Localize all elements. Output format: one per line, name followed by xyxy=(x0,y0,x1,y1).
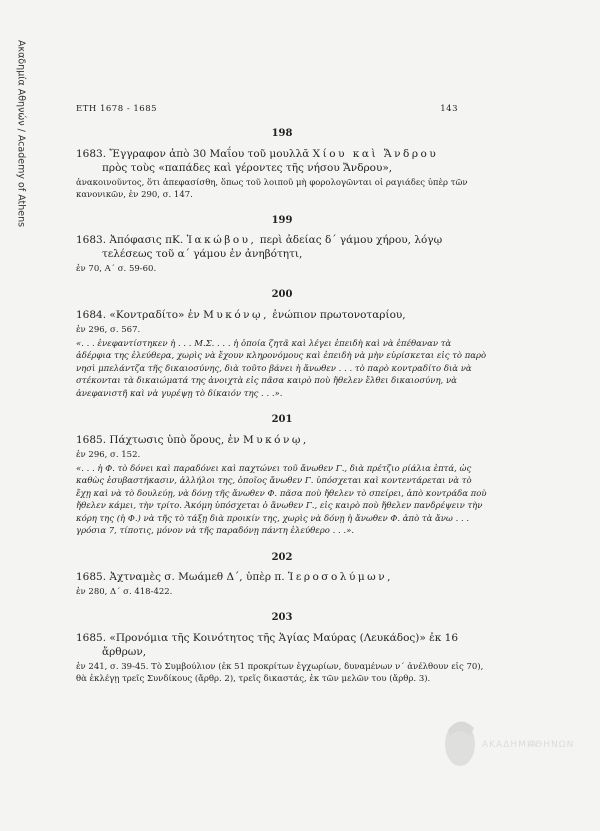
entry-note: ἐν 296, σ. 567. xyxy=(76,324,141,335)
document-body xyxy=(76,128,488,699)
entry-199 xyxy=(76,215,488,276)
entry-quote: «. . . ἡ Φ. τὸ δόνει καὶ παραδόνει καὶ παχτώνει τοῦ ἄνωθεν Γ., διὰ πρέτζιο ρίάλια ἑπτά, ὡς καθὼς ἐσυβαστήκασιν, ἀλλήλοι της, ὁποῖος ἄνωθεν Γ. ὑπόσχεται καὶ κοντεντάρεται νὰ τὸ ἔχῃ καὶ νὰ τὸ δουλεύῃ, νὰ δόνῃ τῆς ἄνωθεν Φ. πᾶσα ποὺ ἤθελεν τὸ σπείρει, ἀπὸ κοντράδα ποὺ ἤθελεν κάμει, τὴν τρίτο. Ἀκόμη ὑπόσχεται ὁ ἄνωθεν Γ., εἰς καιρὸ ποὺ ἤθελεν πανδρέψειν τὴν κόρη της (ἡ Φ.) νὰ τῆς τὸ τάξῃ διὰ προικίν της, χωρὶς νὰ δόνῃ ἡ ἄνωθεν Φ. ἀπὸ τὰ ἄνω . . . γρόσια 7, τίποτις, μόνον νὰ τῆς παραδόνῃ πάντη ἐλεύθερο . . .». xyxy=(76,463,487,537)
entry-number: 203 xyxy=(271,612,293,624)
entry-203 xyxy=(76,612,488,685)
entry-198 xyxy=(76,128,488,201)
entry-quote: «. . . ἐνεφαντίστηκεν ἡ . . . Μ.Σ. . . . ἡ ὁποία ζητᾶ καὶ λέγει ἐπειδὴ καὶ νὰ ἐπέθαναν τὰ ἀδέρφια της ἐλεύθερα, χωρὶς νὰ ἔχουν κληρονόμους καὶ ἐπειδὴ νὰ μὴν εὑρίσκεται εἰς τὸ παρὸ νησὶ μπελάντζα τῆς δικαιοσύνης, διὰ τοῦτο βάνει ἡ ἄνωθεν . . . τὸ παρὸ κοντραδίτο διὰ νὰ στέκονται τὰ δικαιώματά της ἀνοιχτὰ εἰς πᾶσα καιρὸ ποὺ ἤθελεν ἔλθει δικαιοσύνη, νὰ ἀνεφανιστῆ καὶ νὰ γυρέψῃ τὸ δίκαιόν της . . .». xyxy=(76,338,487,399)
vertical-watermark: Ακαδημία Αθηνών / Academy of Athens xyxy=(15,40,27,228)
page-number: 143 xyxy=(440,104,458,114)
entry-number: 201 xyxy=(271,414,293,426)
entry-201 xyxy=(76,414,488,538)
entry-heading: 1685. Ἀχτναμὲς σ. Μωάμεθ Δ΄, ὑπὲρ π. Ἱεροσολύμων, xyxy=(76,571,393,584)
entry-200 xyxy=(76,289,488,400)
entry-note: ἐν 70, Α΄ σ. 59-60. xyxy=(76,264,157,275)
entry-number: 200 xyxy=(271,289,293,301)
entry-heading: 1683. Ἔγγραφον ἀπὸ 30 Μαΐου τοῦ μουλλᾶ Χίου καὶ Ἄνδρου πρὸς τοὺς «παπάδες καὶ γέροντες τῆς νήσου Ἄνδρου», xyxy=(76,147,439,174)
entry-heading: 1684. «Κοντραδίτο» ἐν Μυκόνῳ, ἐνώπιον πρωτονοταρίου, xyxy=(76,308,406,321)
entry-number: 199 xyxy=(271,214,293,226)
entry-note: ἀνακοινοῦντος, ὅτι ἀπεφασίσθη, ὅπως τοῦ λοιποῦ μὴ φορολογῶνται οἱ ραγιάδες ὑπὲρ τῶν κανονικῶν, ἐν 290, σ. 147. xyxy=(76,177,468,200)
entry-heading: 1685. Πάχτωσις ὑπὸ ὅρους, ἐν Μυκόνῳ, xyxy=(76,433,309,446)
entry-heading: 1683. Ἀπόφασις πΚ. Ἰακώβου, περὶ ἀδείας δ΄ γάμου χήρου, λόγῳ τελέσεως τοῦ α΄ γάμου ἐν ἀνηβότητι, xyxy=(76,234,443,261)
entry-note: ἐν 280, Δ΄ σ. 418-422. xyxy=(76,587,173,598)
entry-heading: 1685. «Προνόμια τῆς Κοινότητος τῆς Ἁγίας Μαύρας (Λευκάδος)» ἐκ 16 ἄρθρων, xyxy=(76,632,459,659)
entry-number: 202 xyxy=(271,551,293,563)
athena-head-icon xyxy=(440,716,480,776)
running-head xyxy=(76,104,458,114)
running-head-title: ΕΤΗ 1678 - 1685 xyxy=(76,104,158,114)
entry-202 xyxy=(76,552,488,599)
entry-note: ἐν 296, σ. 152. xyxy=(76,449,141,460)
entry-number: 198 xyxy=(271,128,293,139)
academy-seal-watermark: ΑΚΑΔΗΜΙΑ ΑΘΗΝΩΝ xyxy=(440,716,580,786)
entry-note: ἐν 241, σ. 39-45. Τὸ Συμβούλιον (ἐκ 51 προκρίτων ἐγχωρίων, δυναμένων ν΄ ἀνέλθουν εἰς 70), θὰ ἐκλέγῃ τρεῖς Συνδίκους (ἄρθρ. 2), τρεῖς δικαστάς, ἐκ τῶν μελῶν του (ἄρθρ. 3). xyxy=(76,662,484,685)
